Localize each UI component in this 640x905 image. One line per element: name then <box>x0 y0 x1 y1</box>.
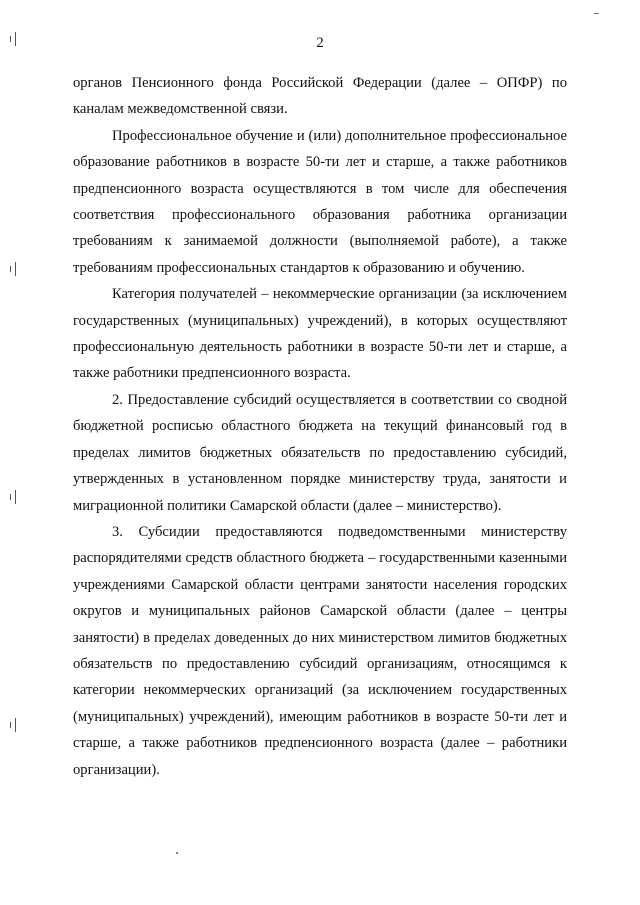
binder-mark <box>10 718 18 732</box>
paragraph-section-2: 2. Предоставление субсидий осуществляется в соответствии со сводной бюджетной росписью областного бюджета на текущий финансовый год в пределах лимитов бюджетных обязательств по предоставлению субсидий, утвержденных в установленном порядке министерству труда, занятости и миграционной политики Самарской области (далее – министерство). <box>73 391 567 514</box>
paragraph-recipient-category: Категория получателей – некоммерческие организации (за исключением государственных (муниципальных) учреждений), в которых осуществляют профессиональную деятельность работники в возрасте 50-ти лет и старше, а также работники предпенсионного возраста. <box>73 286 567 382</box>
paragraph-professional-training: Профессиональное обучение и (или) дополнительное профессиональное образование работников в возрасте 50-ти лет и старше, а также работников предпенсионного возраста осуществляются в том числе для обеспечения соответствия профессионального образования работника организации требованиям к занимаемой должности (выполняемой работе), а также требованиям профессиональных стандартов к образованию и обучению. <box>73 127 567 276</box>
binder-mark <box>10 490 18 504</box>
paragraph-continuation: органов Пенсионного фонда Российской Федерации (далее – ОПФР) по каналам межведомственной связи. <box>73 75 567 118</box>
page-number: 2 <box>316 35 324 51</box>
scan-artifact <box>176 852 178 854</box>
scan-artifact <box>594 13 599 14</box>
document-body <box>73 70 567 783</box>
binder-mark <box>10 262 18 276</box>
paragraph-section-3: 3. Субсидии предоставляются подведомственными министерству распорядителями средств областного бюджета – государственными казенными учреждениями Самарской области центрами занятости населения городских округов и муниципальных районов Самарской области (далее – центры занятости) в пределах доведенных до них министерством лимитов бюджетных обязательств по предоставлению субсидий организациям, относящимся к категории некоммерческих организаций (за исключением государственных (муниципальных) учреждений), имеющим работников в возрасте 50-ти лет и старше, а также работников предпенсионного возраста (далее – работники организации). <box>73 523 567 778</box>
